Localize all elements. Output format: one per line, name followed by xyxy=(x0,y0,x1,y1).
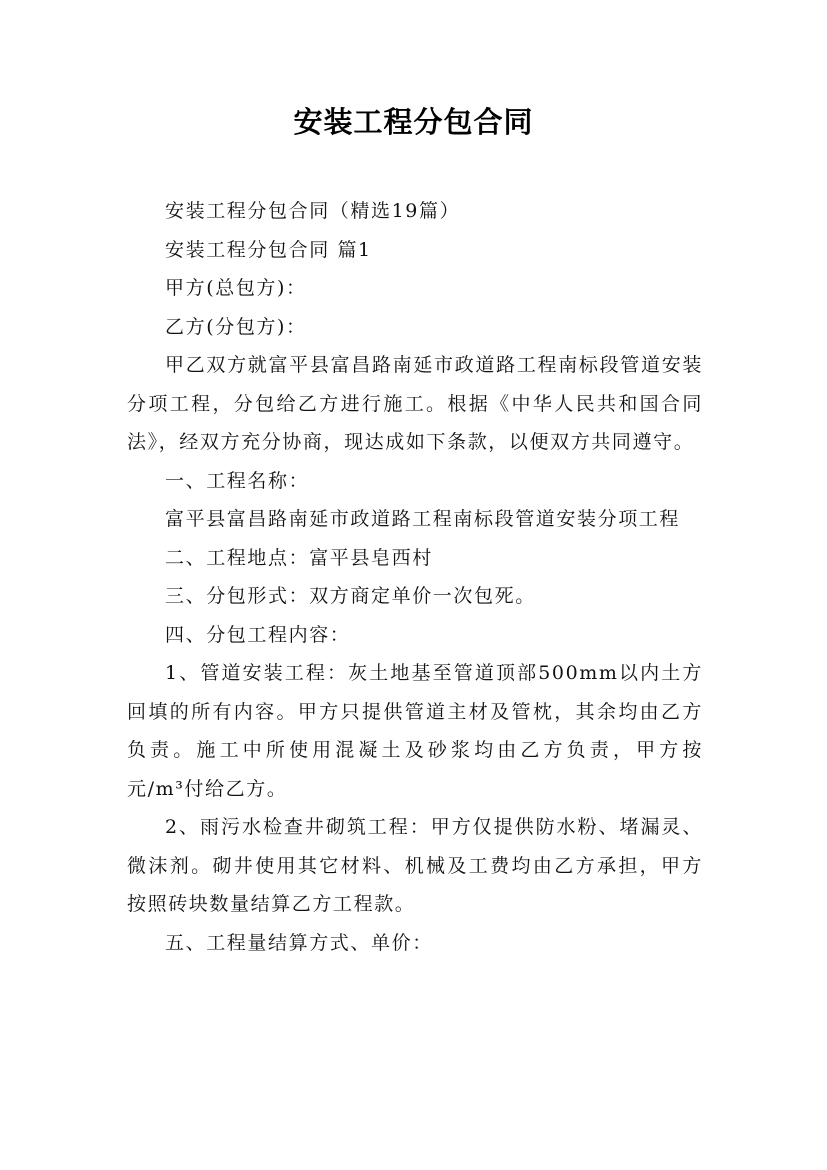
paragraph: 三、分包形式：双方商定单价一次包死。 xyxy=(165,585,536,607)
paragraph: 2、雨污水检查井砌筑工程：甲方仅提供防水粉、堵漏灵、微沫剂。砌井使用其它材料、机械及工费均由乙方承担，甲方按照砖块数量结算乙方工程款。 xyxy=(127,816,703,915)
paragraph: 乙方(分包方)： xyxy=(165,315,307,338)
paragraph: 二、工程地点：富平县皂西村 xyxy=(165,546,433,569)
paragraph: 四、分包工程内容： xyxy=(165,623,351,646)
paragraph: 一、工程名称： xyxy=(165,469,310,492)
paragraph: 五、工程量结算方式、单价： xyxy=(165,931,433,954)
paragraph: 1、管道安装工程：灰土地基至管道顶部500mm以内土方回填的所有内容。甲方只提供管道主材及管枕，其余均由乙方负责。施工中所使用混凝土及砂浆均由乙方负责，甲方按 元/m³付给乙方。 xyxy=(127,662,703,800)
paragraph: 安装工程分包合同 篇1 xyxy=(165,238,372,261)
paragraph: 甲方(总包方)： xyxy=(165,277,307,299)
paragraph: 富平县富昌路南延市政道路工程南标段管道安装分项工程 xyxy=(165,508,681,530)
paragraph: 甲乙双方就富平县富昌路南延市政道路工程南标段管道安装分项工程，分包给乙方进行施工。根据《中华人民共和国合同法》，经双方充分协商，现达成如下条款，以便双方共同遵守。 xyxy=(127,354,703,453)
paragraph: 安装工程分包合同（精选19篇） xyxy=(165,200,461,222)
document-title: 安装工程分包合同 xyxy=(293,105,534,139)
document-body xyxy=(127,192,703,962)
